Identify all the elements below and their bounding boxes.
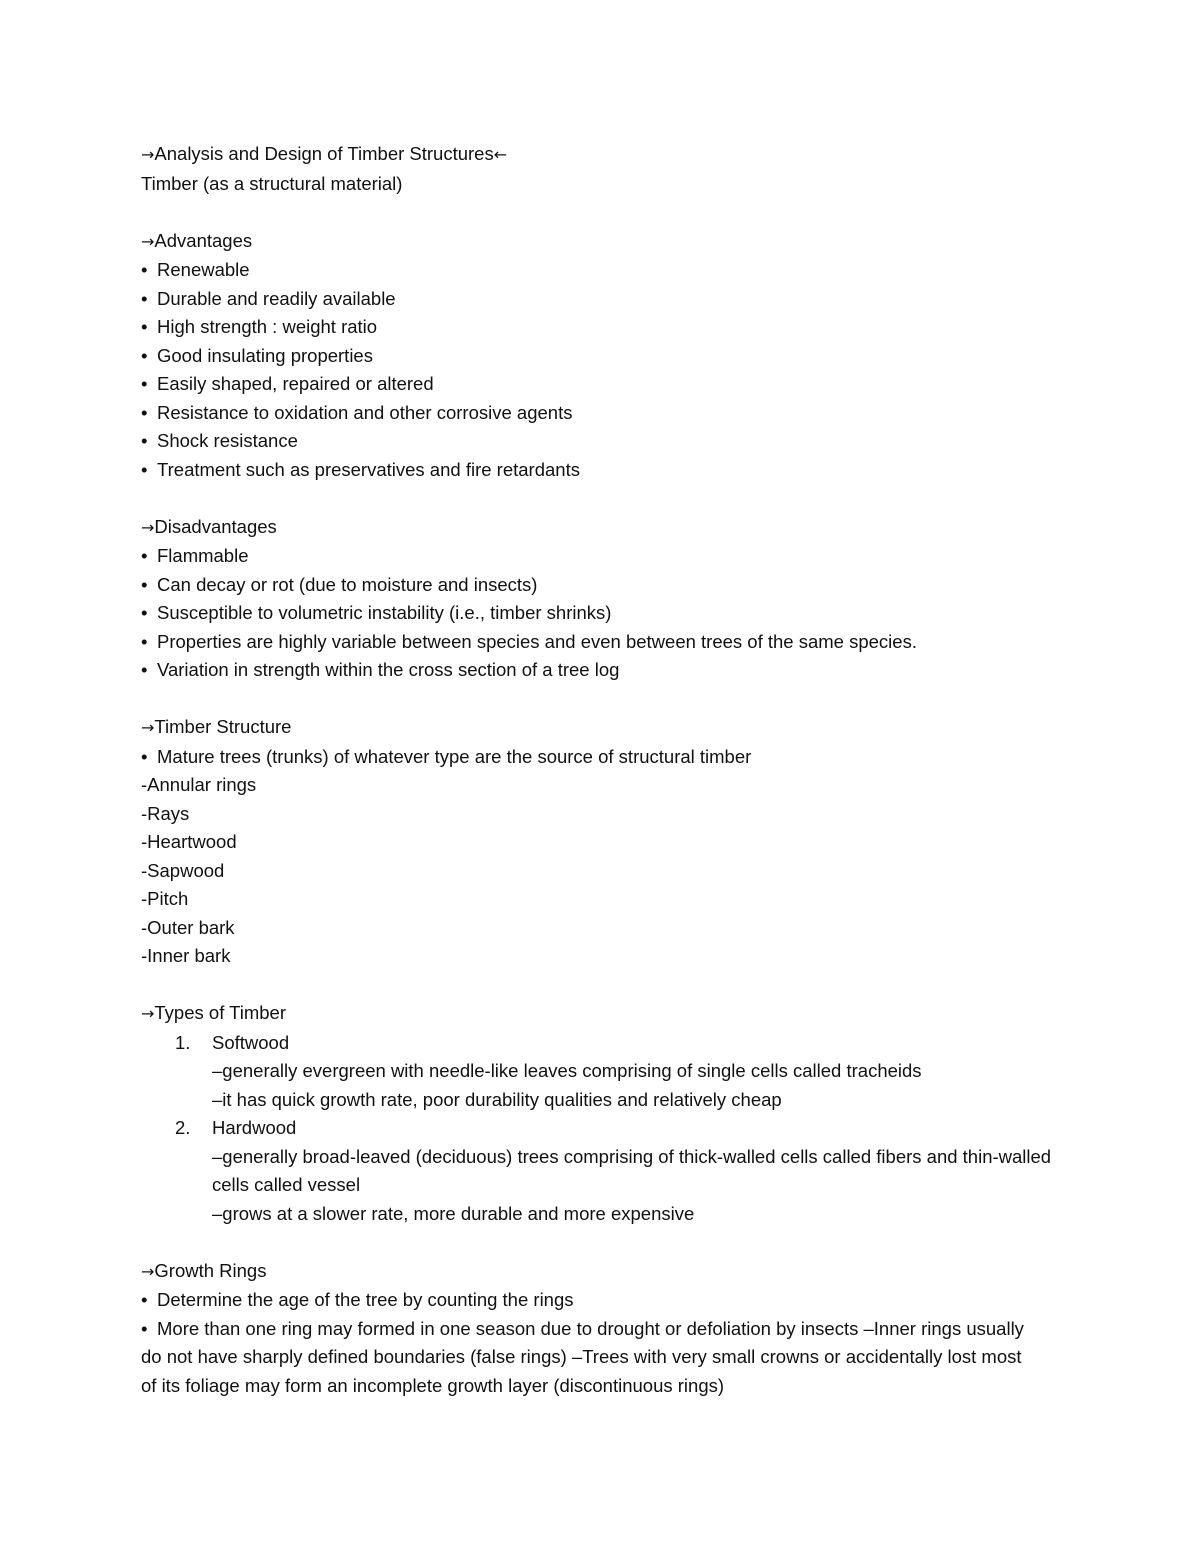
document-title (141, 140, 1081, 170)
list-item-text: Resistance to oxidation and other corrosive agents (157, 401, 573, 423)
list-item-text: Properties are highly variable between species and even between trees of the same species. (157, 630, 917, 652)
bullet-icon: • (141, 745, 148, 767)
list-item (141, 743, 1081, 772)
structure-part: -Outer bark (141, 916, 235, 938)
list-item (141, 542, 1081, 571)
list-item (141, 599, 1081, 628)
list-item-text: High strength : weight ratio (157, 316, 378, 337)
right-arrow-icon: → (141, 231, 155, 251)
list-item (141, 1286, 1081, 1315)
softwood-name: Softwood (212, 1031, 290, 1053)
structure-heading-text: Timber Structure (154, 716, 292, 737)
bullet-icon: • (141, 287, 148, 309)
list-number: 2. (175, 1117, 191, 1138)
bullet-icon: • (141, 630, 148, 652)
list-item (141, 628, 1081, 657)
bullet-icon: • (141, 458, 148, 480)
bullet-icon: • (141, 401, 148, 423)
list-item-text: Variation in strength within the cross section of a tree log (157, 659, 620, 680)
softwood-desc-1: –generally evergreen with needle-like leaves comprising of single cells called tracheids (212, 1060, 922, 1081)
list-item (141, 342, 1081, 371)
left-arrow-icon: ← (493, 145, 508, 164)
list-item (141, 456, 1081, 485)
title-text: Analysis and Design of Timber Structures (154, 143, 494, 164)
bullet-icon: • (141, 1289, 148, 1310)
list-item (141, 370, 1081, 399)
softwood-item (141, 1029, 1081, 1058)
right-arrow-icon: → (141, 1004, 155, 1023)
hardwood-desc-1: –generally broad-leaved (deciduous) trees comprising of thick-walled cells called fibers and thin-walled cells called vessel (212, 1145, 1052, 1195)
structure-part: -Pitch (141, 888, 189, 909)
bullet-icon: • (141, 573, 148, 595)
list-item-text: More than one ring may formed in one season due to drought or defoliation by insects –Inner rings usually do not have sharply defined boundaries (false rings) –Trees with very small crowns or accidentally lost most of its foliage may form an incomplete growth layer (discontinuous rings) (141, 1317, 1024, 1396)
list-item (141, 256, 1081, 285)
structure-part: -Heartwood (141, 831, 237, 852)
list-item-text: Flammable (157, 545, 249, 566)
list-item-text: Treatment such as preservatives and fire retardants (157, 458, 580, 480)
list-item (141, 571, 1081, 600)
hardwood-desc-2: –grows at a slower rate, more durable and more expensive (212, 1202, 695, 1224)
hardwood-item (141, 1114, 1081, 1143)
bullet-icon: • (141, 259, 148, 280)
list-item-text: Can decay or rot (due to moisture and insects) (157, 573, 538, 595)
growth-heading (141, 1257, 1081, 1287)
bullet-icon: • (141, 602, 148, 623)
list-item (141, 656, 1081, 685)
disadvantages-heading-text: Disadvantages (154, 515, 277, 537)
types-heading (141, 999, 1081, 1029)
list-item-text: Easily shaped, repaired or altered (157, 373, 434, 394)
softwood-desc-2: –it has quick growth rate, poor durability qualities and relatively cheap (212, 1088, 782, 1110)
growth-heading-text: Growth Rings (154, 1259, 267, 1281)
bullet-icon: • (141, 545, 148, 566)
list-item-text: Good insulating properties (157, 344, 373, 366)
structure-part: -Rays (141, 802, 190, 824)
types-heading-text: Types of Timber (154, 1002, 287, 1023)
list-item (141, 399, 1081, 428)
list-item (141, 285, 1081, 314)
structure-heading (141, 713, 1081, 743)
right-arrow-icon: → (141, 145, 155, 164)
list-item (141, 427, 1081, 456)
advantages-heading (141, 227, 1081, 257)
right-arrow-icon: → (141, 517, 155, 537)
disadvantages-heading (141, 513, 1081, 543)
list-item-text: Determine the age of the tree by counting the rings (157, 1289, 574, 1310)
list-item-text: Shock resistance (157, 430, 298, 451)
bullet-icon: • (141, 1317, 148, 1339)
bullet-icon: • (141, 316, 148, 337)
right-arrow-icon: → (141, 718, 155, 737)
list-item-text: Durable and readily available (157, 287, 396, 309)
bullet-icon: • (141, 430, 148, 451)
document-subtitle: Timber (as a structural material) (141, 172, 403, 194)
list-item (141, 1315, 1041, 1401)
list-item-text: Renewable (157, 259, 250, 280)
advantages-heading-text: Advantages (154, 229, 253, 251)
list-item-text: Susceptible to volumetric instability (i.e., timber shrinks) (157, 602, 612, 623)
document-content (141, 140, 1081, 1400)
bullet-icon: • (141, 373, 148, 394)
list-item (141, 313, 1081, 342)
structure-part: -Sapwood (141, 859, 225, 881)
bullet-icon: • (141, 344, 148, 366)
structure-part: -Annular rings (141, 774, 257, 795)
structure-part: -Inner bark (141, 945, 231, 966)
hardwood-name: Hardwood (212, 1117, 297, 1138)
list-item-text: Mature trees (trunks) of whatever type are the source of structural timber (157, 745, 752, 767)
right-arrow-icon: → (141, 1261, 155, 1281)
bullet-icon: • (141, 659, 148, 680)
list-number: 1. (175, 1031, 191, 1053)
